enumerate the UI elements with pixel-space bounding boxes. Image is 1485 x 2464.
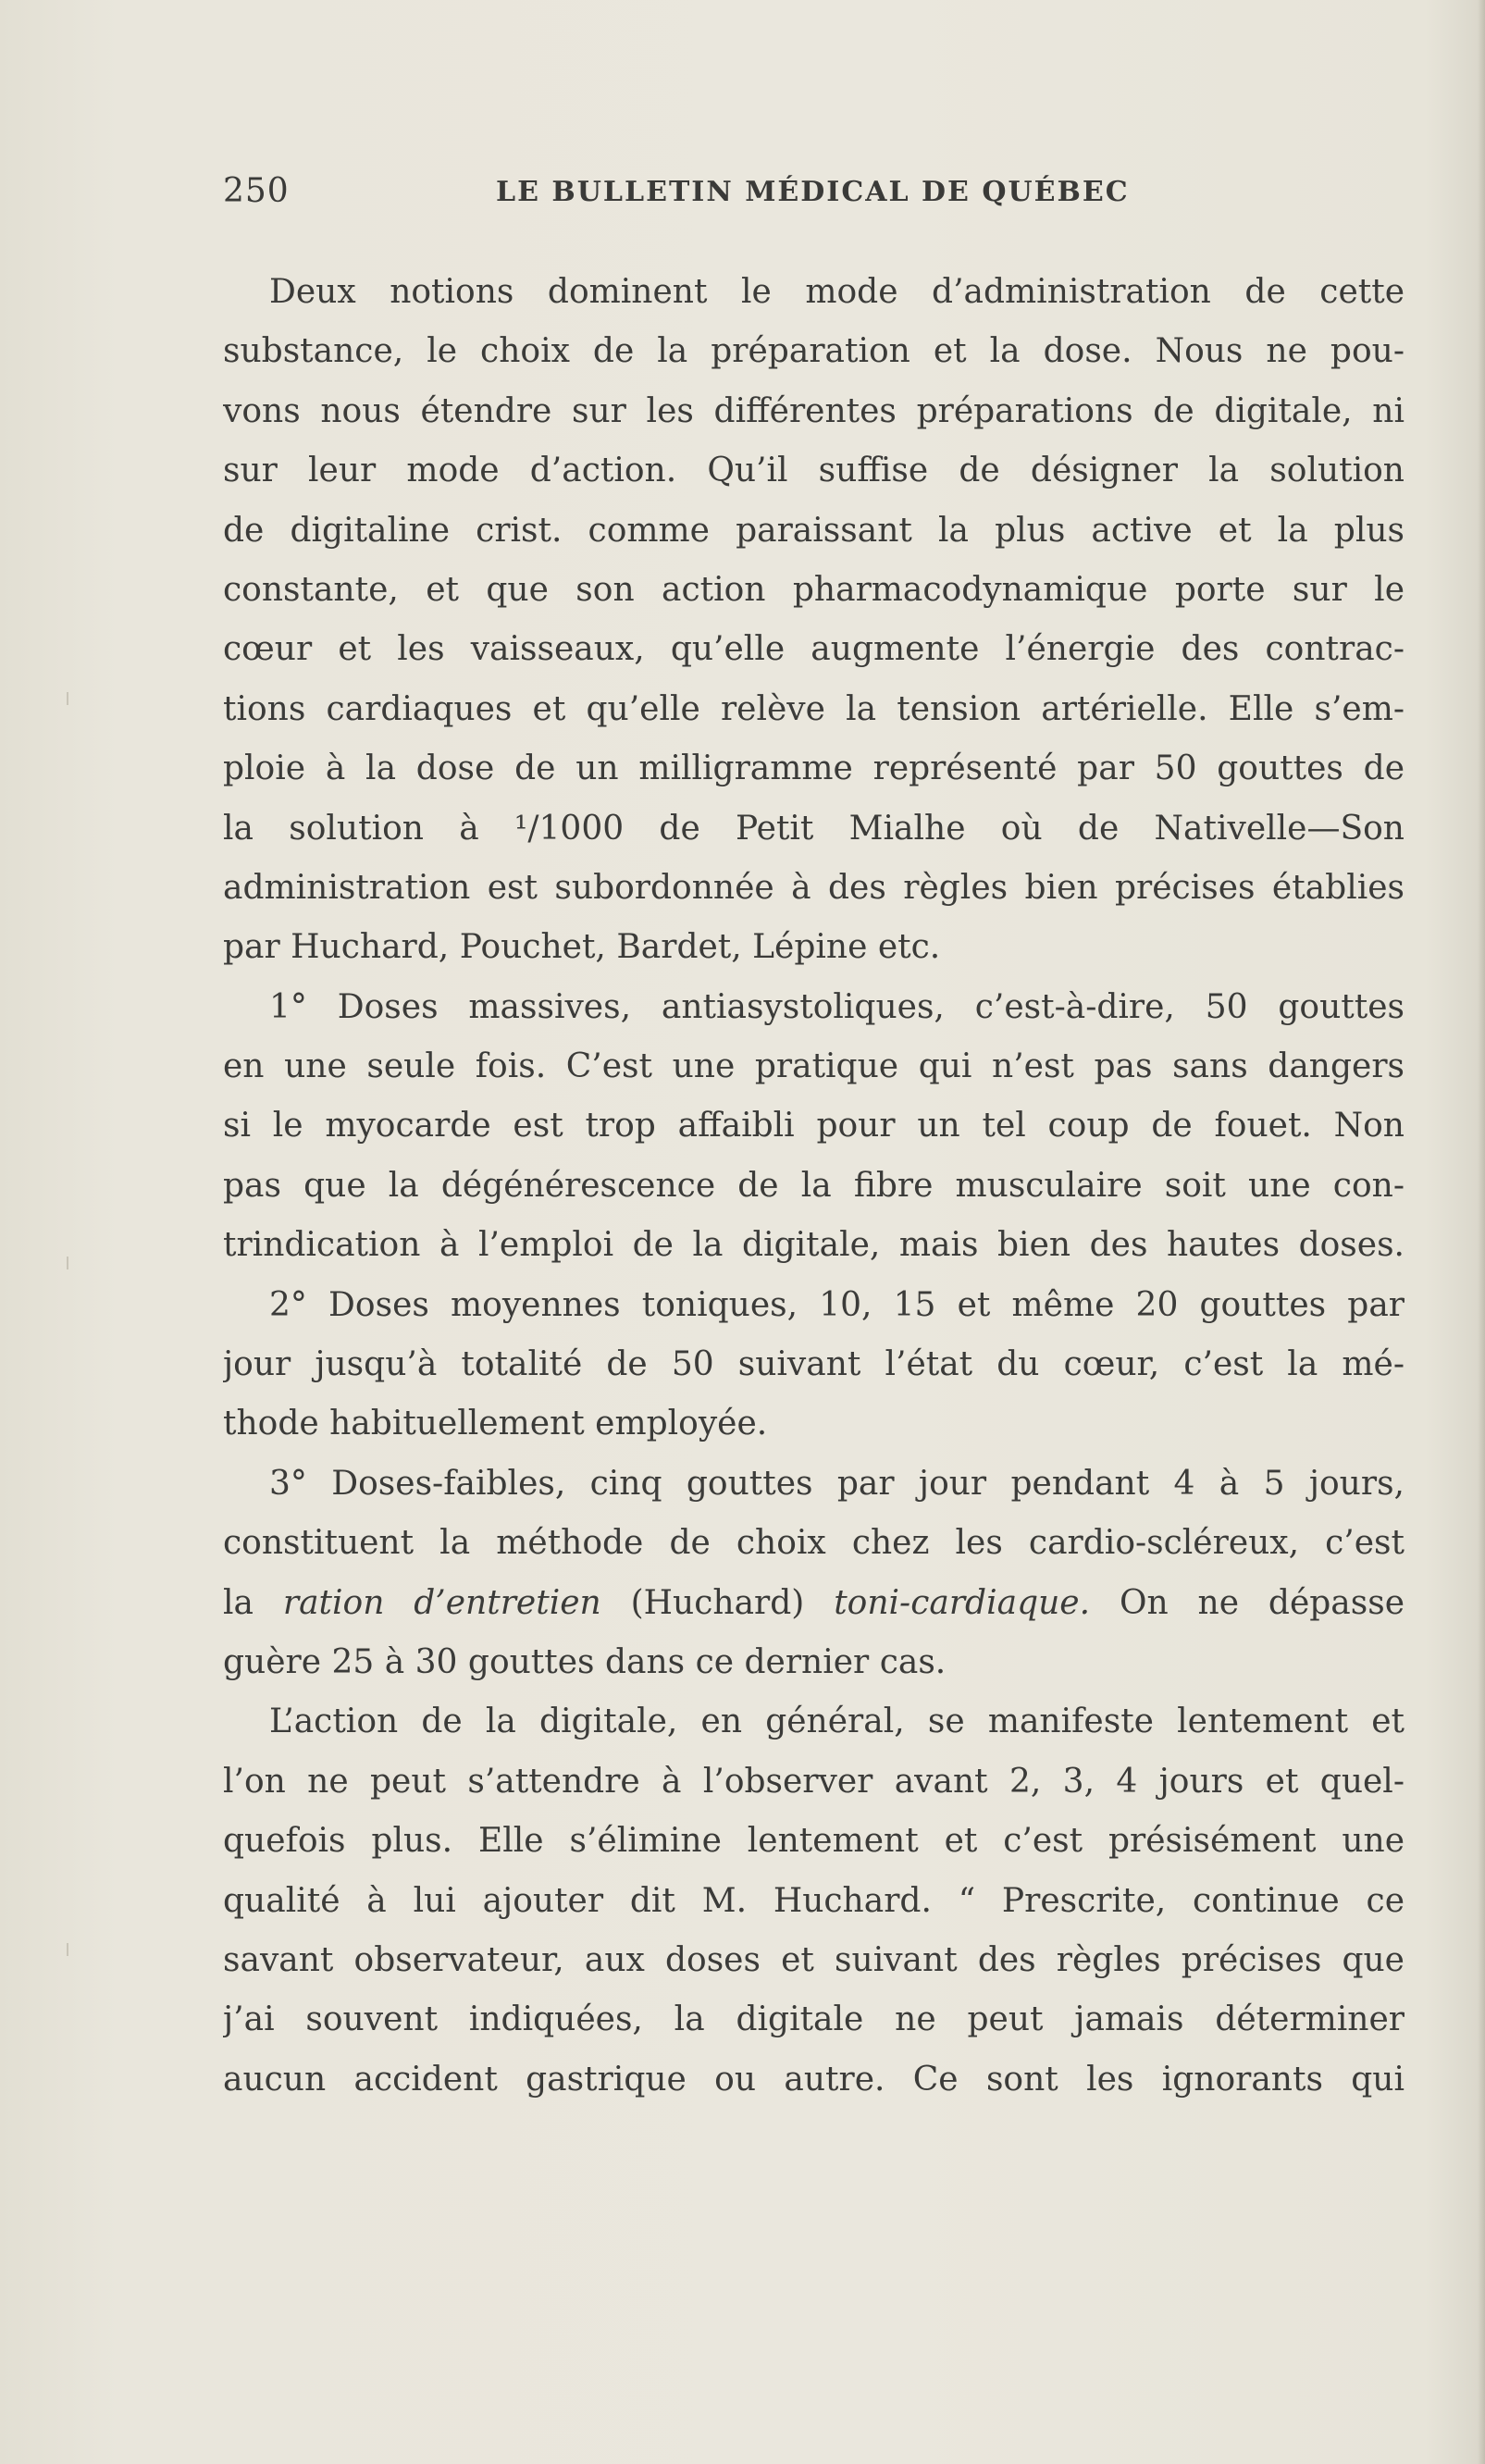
text-line: qualité à lui ajouter dit M. Huchard. “ Prescrite, continue ce <box>223 1881 1405 1920</box>
text-line: par Huchard, Pouchet, Bardet, Lépine etc. <box>223 928 941 967</box>
text-segment-italic: ration d’entretien <box>282 1583 601 1622</box>
running-head: LE BULLETIN MÉDICAL DE QUÉBEC <box>496 176 1130 208</box>
text-line: ploie à la dose de un milligramme représenté par 50 gouttes de <box>223 749 1405 788</box>
text-line <box>223 1574 1405 1633</box>
page-header <box>223 172 1405 220</box>
page-edge-shadow <box>1478 0 1485 2464</box>
text-line: administration est subordonnée à des règles bien précises établies <box>223 868 1405 907</box>
text-line: si le myocarde est trop affaibli pour un tel coup de fouet. Non <box>223 1107 1405 1145</box>
text-segment-italic: toni-cardiaque. <box>834 1583 1091 1622</box>
page-number: 250 <box>223 172 290 210</box>
text-line: thode habituellement employée. <box>223 1405 768 1443</box>
text-line: j’ai souvent indiquées, la digitale ne peut jamais déterminer <box>223 2000 1405 2039</box>
text-line: 3° Doses-faibles, cinq gouttes par jour pendant 4 à 5 jours, <box>269 1464 1405 1503</box>
text-line: la solution à ¹/1000 de Petit Mialhe où de Nativelle—Son <box>223 809 1405 848</box>
margin-speck <box>67 692 68 705</box>
text-segment: la <box>223 1583 254 1622</box>
text-line: Deux notions dominent le mode d’administration de cette <box>269 273 1405 311</box>
text-line: substance, le choix de la préparation et la dose. Nous ne pou- <box>223 332 1405 371</box>
text-line: pas que la dégénérescence de la fibre musculaire soit une con- <box>223 1166 1405 1205</box>
text-line: trindication à l’emploi de la digitale, mais bien des hautes doses. <box>223 1226 1405 1265</box>
body-text <box>223 263 1405 2110</box>
text-line: cœur et les vaisseaux, qu’elle augmente l’énergie des contrac- <box>223 630 1405 669</box>
text-line: vons nous étendre sur les différentes préparations de digitale, ni <box>223 391 1405 430</box>
text-line: quefois plus. Elle s’élimine lentement et c’est présisément une <box>223 1822 1405 1861</box>
margin-speck <box>67 1257 68 1269</box>
text-line: l’on ne peut s’attendre à l’observer avant 2, 3, 4 jours et quel- <box>223 1762 1405 1801</box>
text-line: 2° Doses moyennes toniques, 10, 15 et même 20 gouttes par <box>269 1285 1405 1324</box>
text-line: guère 25 à 30 gouttes dans ce dernier cas. <box>223 1642 947 1681</box>
text-line: sur leur mode d’action. Qu’il suffise de désigner la solution <box>223 452 1405 490</box>
text-line: tions cardiaques et qu’elle relève la tension artérielle. Elle s’em- <box>223 689 1405 728</box>
text-line: en une seule fois. C’est une pratique qui n’est pas sans dangers <box>223 1047 1405 1086</box>
text-line: aucun accident gastrique ou autre. Ce sont les ignorants qui <box>223 2060 1405 2099</box>
text-segment: (Huchard) <box>630 1583 805 1622</box>
text-line: jour jusqu’à totalité de 50 suivant l’état du cœur, c’est la mé- <box>223 1345 1405 1384</box>
text-line: constante, et que son action pharmacodynamique porte sur le <box>223 570 1405 609</box>
text-line: constituent la méthode de choix chez les cardio-scléreux, c’est <box>223 1524 1405 1563</box>
text-line: 1° Doses massives, antiasystoliques, c’est-à-dire, 50 gouttes <box>269 987 1405 1026</box>
text-line: de digitaline crist. comme paraissant la plus active et la plus <box>223 511 1405 550</box>
margin-speck <box>67 1943 68 1956</box>
text-segment: On ne dépasse <box>1119 1583 1405 1622</box>
text-line: savant observateur, aux doses et suivant des règles précises que <box>223 1940 1405 1979</box>
text-line: L’action de la digitale, en général, se manifeste lentement et <box>269 1703 1405 1741</box>
